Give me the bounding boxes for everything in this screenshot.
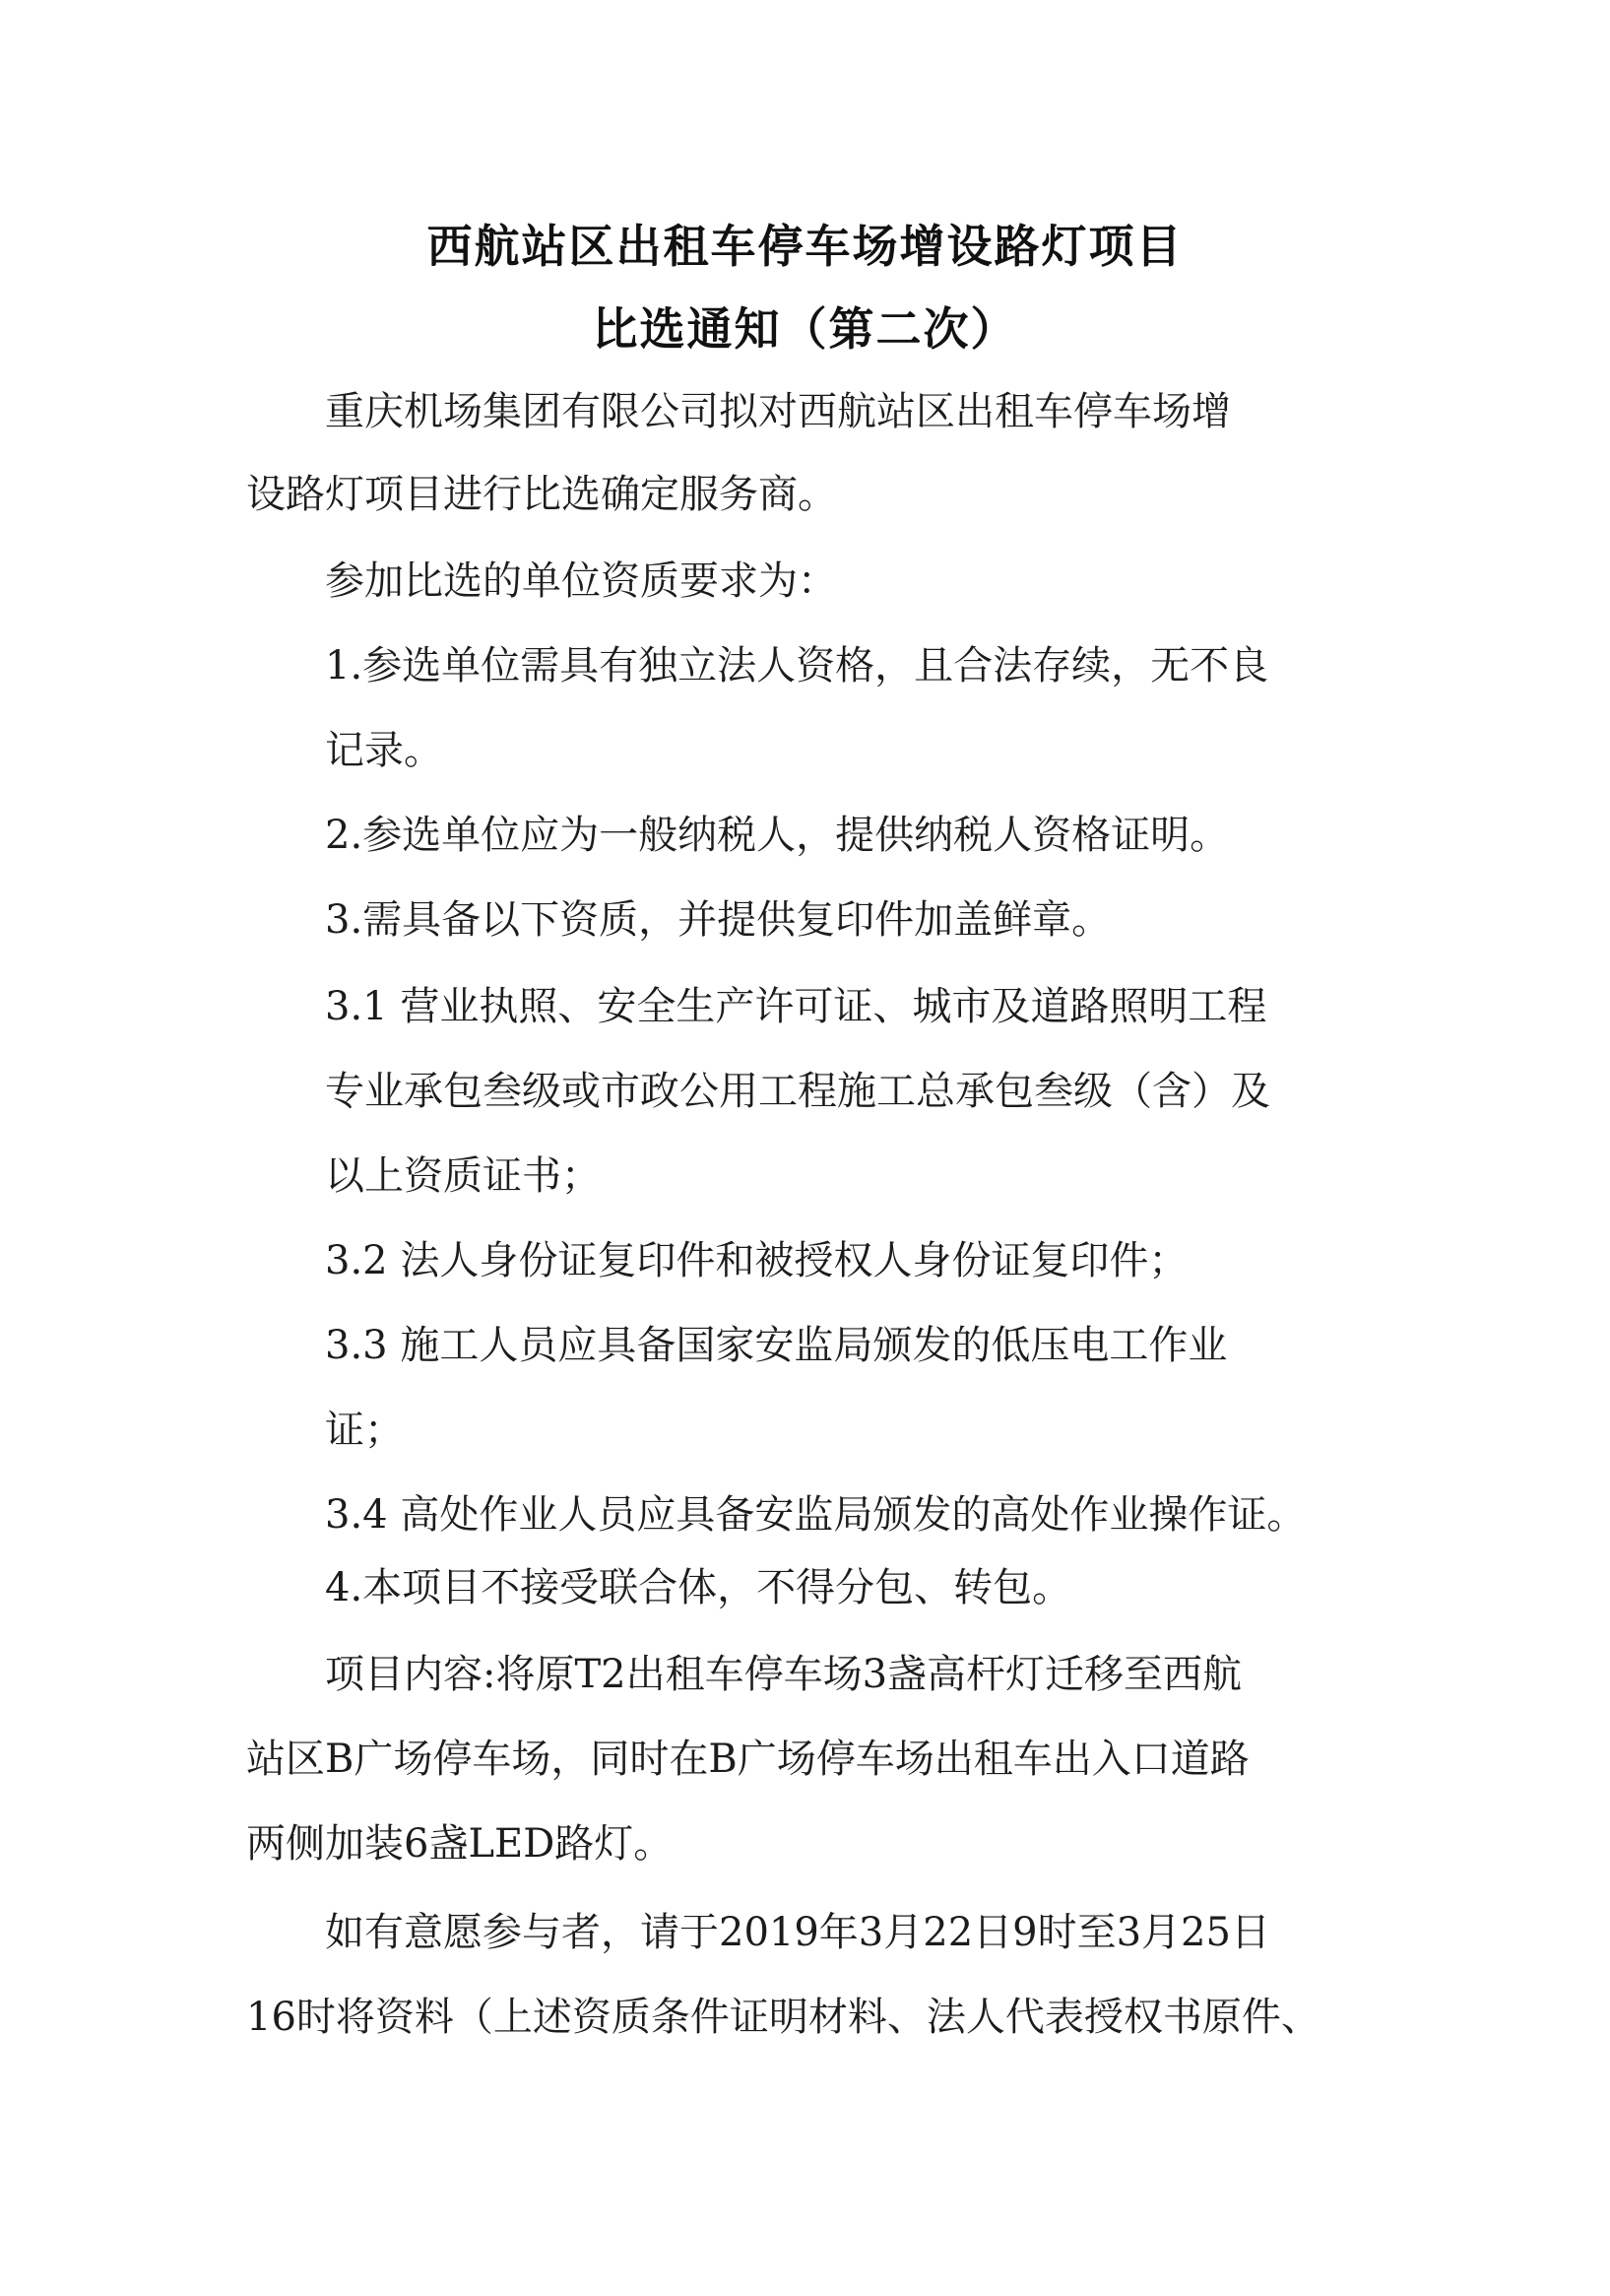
- paragraph-line-6: 2.参选单位应为一般纳税人，提供纳税人资格证明。: [325, 813, 1230, 858]
- paragraph-line-11: 3.2 法人身份证复印件和被授权人身份证复印件；: [325, 1238, 1189, 1283]
- paragraph-line-20: 16时将资料（上述资质条件证明材料、法人代表授权书原件、: [246, 1995, 1320, 2040]
- paragraph-line-14: 3.4 高处作业人员应具备安监局颁发的高处作业操作证。: [325, 1492, 1307, 1538]
- paragraph-line-3: 参加比选的单位资质要求为：: [325, 558, 837, 604]
- paragraph-line-2: 设路灯项目进行比选确定服务商。: [246, 472, 837, 517]
- paragraph-line-10: 以上资质证书；: [325, 1153, 601, 1199]
- paragraph-line-13: 证；: [325, 1408, 404, 1453]
- paragraph-line-9: 专业承包叁级或市政公用工程施工总承包叁级（含）及: [325, 1069, 1270, 1114]
- paragraph-line-7: 3.需具备以下资质，并提供复印件加盖鲜章。: [325, 897, 1112, 943]
- paragraph-line-12: 3.3 施工人员应具备国家安监局颁发的低压电工作业: [325, 1323, 1228, 1368]
- paragraph-line-8: 3.1 营业执照、安全生产许可证、城市及道路照明工程: [325, 984, 1267, 1029]
- document-title-line-1: 西航站区出租车停车场增设路灯项目: [426, 220, 1184, 273]
- paragraph-line-4: 1.参选单位需具有独立法人资格，且合法存续，无不良: [325, 643, 1269, 689]
- paragraph-line-16: 项目内容:将原T2出租车停车场3盏高杆灯迁移至西航: [325, 1652, 1243, 1697]
- paragraph-line-5: 记录。: [325, 728, 443, 773]
- paragraph-line-1: 重庆机场集团有限公司拟对西航站区出租车停车场增: [325, 389, 1231, 434]
- paragraph-line-19: 如有意愿参与者，请于2019年3月22日9时至3月25日: [325, 1910, 1270, 1955]
- document-title-line-2: 比选通知（第二次）: [592, 302, 1018, 356]
- paragraph-line-15: 4.本项目不接受联合体，不得分包、转包。: [325, 1565, 1072, 1610]
- paragraph-line-18: 两侧加装6盏LED路灯。: [246, 1821, 674, 1867]
- paragraph-line-17: 站区B广场停车场，同时在B广场停车场出租车出入口道路: [246, 1737, 1250, 1782]
